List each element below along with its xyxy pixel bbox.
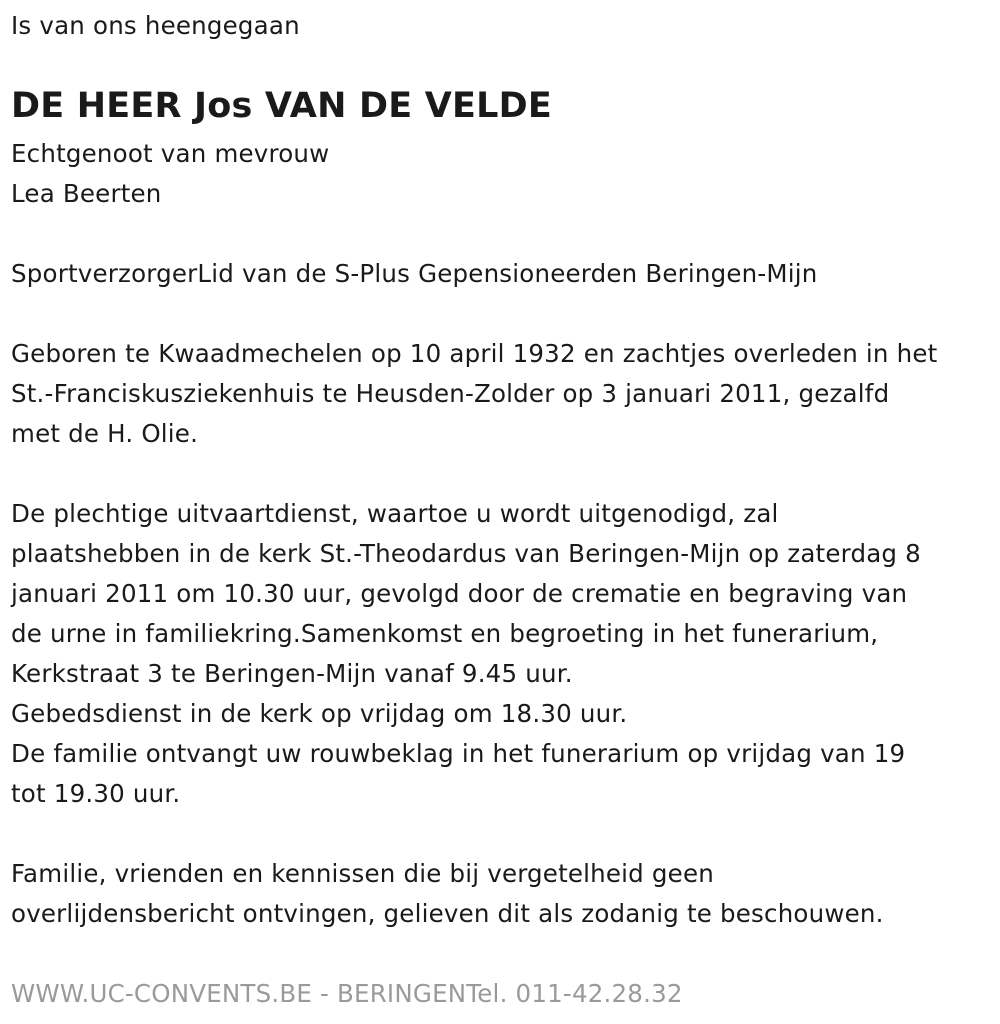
funeral-line: de urne in familiekring.Samenkomst en begroeting in het funerarium, (11, 619, 879, 648)
funeral-line: Kerkstraat 3 te Beringen-Mijn vanaf 9.45 uur. (11, 659, 573, 688)
footer-contact: WWW.UC-CONVENTS.BE - BERINGENTel. 011-42.28.32 (11, 979, 683, 1008)
deceased-name: DE HEER Jos VAN DE VELDE (11, 86, 552, 126)
closing-block (11, 854, 884, 934)
birth-death-block (11, 334, 937, 454)
spouse-line: Echtgenoot van mevrouw (11, 139, 330, 168)
birth-line: Geboren te Kwaadmechelen op 10 april 1932 en zachtjes overleden in het (11, 339, 938, 368)
birth-line: met de H. Olie. (11, 419, 199, 448)
funeral-line: tot 19.30 uur. (11, 779, 181, 808)
closing-line: Familie, vrienden en kennissen die bij vergetelheid geen (11, 859, 714, 888)
funeral-line: De plechtige uitvaartdienst, waartoe u wordt uitgenodigd, zal (11, 499, 779, 528)
funeral-line: plaatshebben in de kerk St.-Theodardus van Beringen-Mijn op zaterdag 8 (11, 539, 921, 568)
closing-line: overlijdensbericht ontvingen, gelieven dit als zodanig te beschouwen. (11, 899, 884, 928)
spouse-line: Lea Beerten (11, 179, 162, 208)
funeral-block (11, 494, 921, 814)
role-line: SportverzorgerLid van de S-Plus Gepensioneerden Beringen-Mijn (11, 259, 818, 288)
intro-text: Is van ons heengegaan (11, 11, 300, 40)
funeral-line: Gebedsdienst in de kerk op vrijdag om 18.30 uur. (11, 699, 628, 728)
birth-line: St.-Franciskusziekenhuis te Heusden-Zolder op 3 januari 2011, gezalfd (11, 379, 890, 408)
funeral-line: januari 2011 om 10.30 uur, gevolgd door de crematie en begraving van (11, 579, 908, 608)
funeral-line: De familie ontvangt uw rouwbeklag in het funerarium op vrijdag van 19 (11, 739, 906, 768)
spouse-block (11, 134, 329, 214)
role-block (11, 254, 818, 294)
